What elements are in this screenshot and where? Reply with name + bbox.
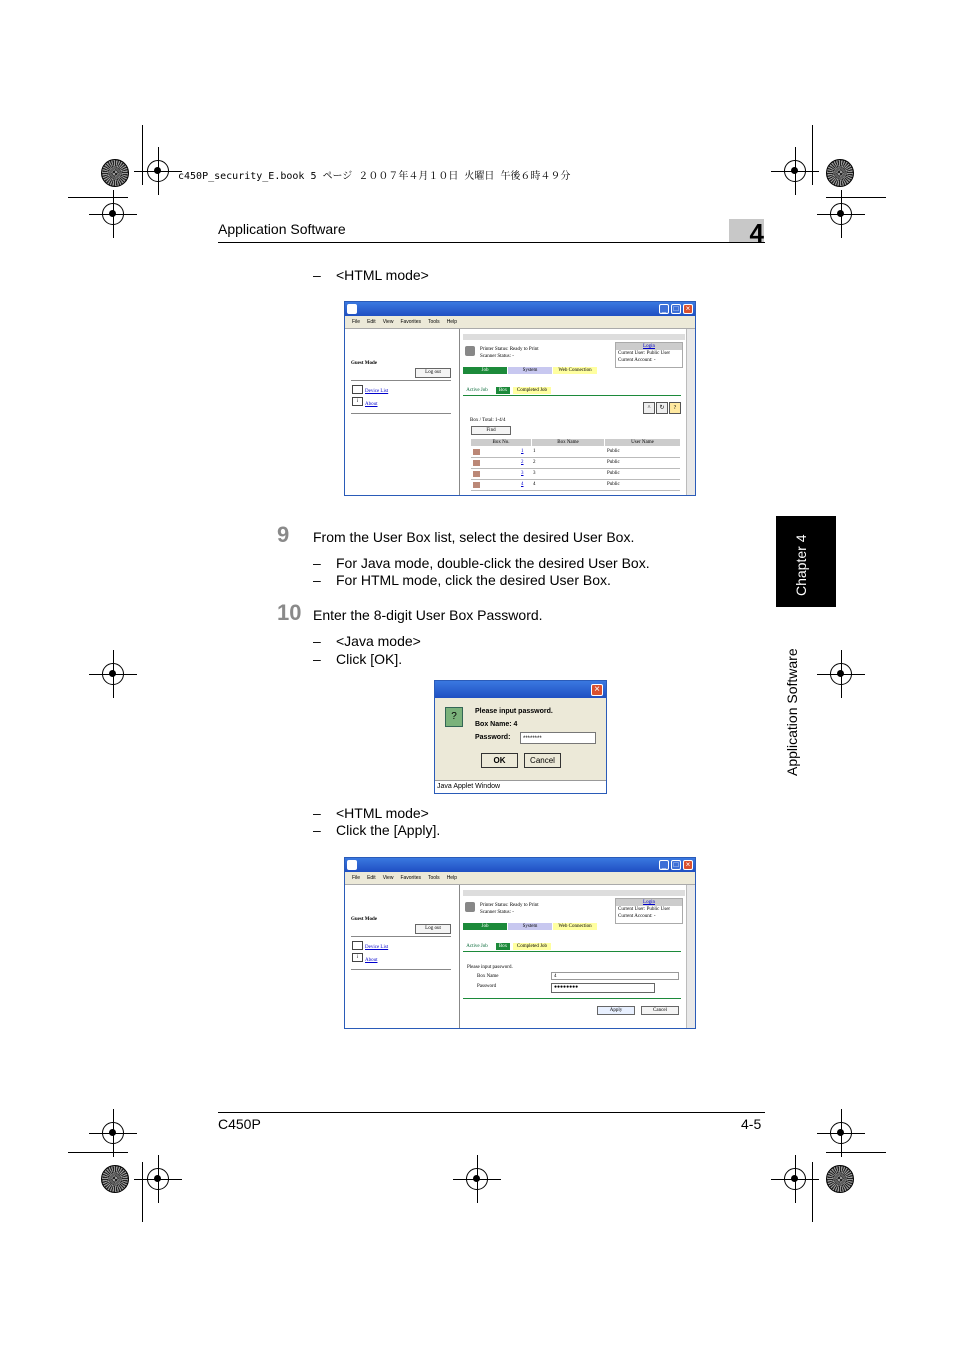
menu-view[interactable]: View	[382, 875, 394, 881]
side-tab-section: Application Software	[784, 648, 800, 776]
find-button[interactable]: Find	[471, 426, 511, 435]
ok-button[interactable]: OK	[481, 753, 518, 768]
login-box	[615, 342, 683, 368]
help-icon[interactable]: ?	[669, 402, 681, 414]
html-mode-label-1: <HTML mode>	[336, 267, 429, 283]
browser-window-box-list	[344, 301, 696, 496]
refresh-icon[interactable]: ↻	[656, 402, 668, 414]
menu-favorites[interactable]: Favorites	[400, 319, 421, 325]
scanner-status: Scanner Status: -	[480, 354, 514, 359]
box-total: Box / Total: 1-4/4	[470, 418, 506, 423]
menu-view[interactable]: View	[382, 319, 394, 325]
java-password-dialog	[434, 680, 607, 794]
menu-edit[interactable]: Edit	[367, 875, 376, 881]
left-pane	[345, 329, 460, 495]
table-row[interactable]: 2 2 Public	[471, 458, 680, 469]
tab-web-connection[interactable]: Web Connection	[553, 923, 597, 930]
question-icon: ?	[445, 707, 463, 727]
side-tab-chapter: Chapter 4	[793, 534, 809, 596]
color-dial-mark	[826, 1165, 854, 1193]
password-label: Password	[477, 984, 497, 989]
registration-mark	[466, 1168, 488, 1190]
apply-button[interactable]: Apply	[597, 1006, 635, 1015]
password-field[interactable]: ********	[520, 732, 596, 744]
subtab-active-job[interactable]: Active Job	[466, 944, 488, 949]
printer-icon	[465, 346, 475, 356]
title-bar	[345, 302, 695, 316]
registration-mark	[102, 663, 124, 685]
color-dial-mark	[826, 159, 854, 187]
device-list-icon	[352, 941, 363, 950]
subtab-box[interactable]: Box	[496, 387, 510, 394]
password-prompt: Please input password.	[467, 965, 513, 970]
cancel-button[interactable]: Cancel	[524, 753, 561, 768]
chapter-number: 4	[749, 218, 764, 248]
step10-text: Enter the 8-digit User Box Password.	[313, 607, 543, 623]
about-link[interactable]: About	[365, 402, 378, 407]
col-user-name: User Name	[605, 439, 680, 446]
printer-icon	[465, 902, 475, 912]
menu-tools[interactable]: Tools	[428, 319, 440, 325]
current-user: Current User: Public User	[618, 351, 671, 356]
table-row[interactable]: 4 4 Public	[471, 480, 680, 491]
registration-mark	[830, 1122, 852, 1144]
logout-button[interactable]: Log out	[415, 368, 451, 378]
registration-mark	[784, 1168, 806, 1190]
dash: –	[313, 572, 321, 588]
menu-tools[interactable]: Tools	[428, 875, 440, 881]
color-dial-mark	[101, 159, 129, 187]
cancel-button[interactable]: Cancel	[641, 1006, 679, 1015]
click-ok-text: Click [OK].	[336, 651, 403, 667]
minimize-icon[interactable]: _	[659, 860, 669, 870]
footer-model: C450P	[218, 1116, 261, 1132]
scrollbar[interactable]	[686, 329, 695, 495]
password-label: Password:	[475, 734, 511, 741]
password-field[interactable]: ●●●●●●●●	[551, 983, 655, 993]
about-icon: i	[352, 953, 363, 962]
step-number-10: 10	[277, 600, 302, 625]
chapter-side-tab	[776, 516, 836, 607]
about-icon: i	[352, 397, 363, 406]
minimize-icon[interactable]: _	[659, 304, 669, 314]
logout-button[interactable]: Log out	[415, 924, 451, 934]
menu-favorites[interactable]: Favorites	[400, 875, 421, 881]
guest-mode-label: Guest Mode	[351, 361, 377, 366]
menu-file[interactable]: File	[352, 875, 361, 881]
box-name-label: Box Name: 4	[475, 721, 518, 728]
col-box-no: Box No.	[471, 439, 531, 446]
menu-file[interactable]: File	[352, 319, 361, 325]
dash: –	[313, 651, 321, 667]
menu-edit[interactable]: Edit	[367, 319, 376, 325]
printer-status: Printer Status: Ready to Print	[480, 903, 539, 908]
device-list-icon	[352, 385, 363, 394]
login-link[interactable]: Login	[616, 343, 682, 350]
login-link[interactable]: Login	[616, 899, 682, 906]
scrollbar[interactable]	[686, 885, 695, 1028]
maximize-icon[interactable]: □	[671, 304, 681, 314]
subtab-box[interactable]: Box	[496, 943, 510, 950]
table-row[interactable]: 3 3 Public	[471, 469, 680, 480]
tab-system[interactable]: System	[508, 923, 552, 930]
dash: –	[313, 822, 321, 838]
java-applet-status: Java Applet Window	[435, 780, 606, 793]
subtab-active-job[interactable]: Active Job	[466, 388, 488, 393]
subtab-completed-job[interactable]: Completed Job	[513, 943, 551, 950]
guest-mode-label: Guest Mode	[351, 917, 377, 922]
java-mode-label: <Java mode>	[336, 633, 421, 649]
tab-web-connection[interactable]: Web Connection	[553, 367, 597, 374]
footer-page-number: 4-5	[741, 1116, 762, 1132]
tab-job[interactable]: Job	[463, 923, 507, 930]
menu-bar	[345, 316, 695, 329]
registration-mark	[147, 160, 169, 182]
title-bar	[345, 858, 695, 872]
dash: –	[313, 267, 321, 283]
registration-mark	[830, 203, 852, 225]
dialog-title-bar	[435, 681, 606, 698]
current-user: Current User: Public User	[618, 907, 671, 912]
subtab-completed-job[interactable]: Completed Job	[513, 387, 551, 394]
password-prompt: Please input password.	[475, 708, 553, 715]
box-name-label: Box Name	[477, 974, 499, 979]
menu-bar	[345, 872, 695, 885]
current-account: Current Account: -	[618, 914, 656, 919]
close-icon[interactable]: ×	[591, 684, 603, 696]
menu-help[interactable]: Help	[446, 875, 457, 881]
menu-help[interactable]: Help	[446, 319, 457, 325]
right-pane	[461, 885, 687, 1028]
tab-system[interactable]: System	[508, 367, 552, 374]
registration-mark	[102, 1122, 124, 1144]
right-pane	[461, 329, 687, 495]
app-icon	[347, 860, 357, 870]
registration-mark	[784, 160, 806, 182]
html-mode-label-2: <HTML mode>	[336, 805, 429, 821]
table-row[interactable]: 1 1 Public	[471, 447, 680, 458]
print-header: c450P_security_E.book 5 ページ ２００７年４月１０日 火曜日 午後６時４９分	[178, 171, 571, 182]
dash: –	[313, 555, 321, 571]
tab-job[interactable]: Job	[463, 367, 507, 374]
device-list-link[interactable]: Device List	[365, 945, 389, 950]
up-icon[interactable]: ^	[643, 402, 655, 414]
dash: –	[313, 805, 321, 821]
close-icon[interactable]: ×	[683, 860, 693, 870]
maximize-icon[interactable]: □	[671, 860, 681, 870]
about-link[interactable]: About	[365, 958, 378, 963]
scanner-status: Scanner Status: -	[480, 910, 514, 915]
app-icon	[347, 304, 357, 314]
click-apply-text: Click the [Apply].	[336, 822, 441, 838]
color-dial-mark	[101, 1165, 129, 1193]
col-box-name: Box Name	[532, 439, 604, 446]
current-account: Current Account: -	[618, 358, 656, 363]
left-pane	[345, 885, 460, 1028]
browser-window-password	[344, 857, 696, 1029]
box-table	[471, 439, 680, 496]
registration-mark	[147, 1168, 169, 1190]
printer-status: Printer Status: Ready to Print	[480, 347, 539, 352]
step9-html: For HTML mode, click the desired User Box.	[336, 572, 611, 588]
registration-mark	[102, 203, 124, 225]
device-list-link[interactable]: Device List	[365, 389, 389, 394]
step9-text: From the User Box list, select the desired User Box.	[313, 529, 635, 545]
step9-java: For Java mode, double-click the desired User Box.	[336, 555, 650, 571]
login-box	[615, 898, 683, 924]
chapter-number-box	[729, 218, 764, 248]
page-header-title: Application Software	[218, 221, 346, 237]
step-number-9: 9	[277, 522, 290, 547]
close-icon[interactable]: ×	[683, 304, 693, 314]
dash: –	[313, 633, 321, 649]
registration-mark	[830, 663, 852, 685]
box-name-field: 4	[551, 972, 679, 980]
